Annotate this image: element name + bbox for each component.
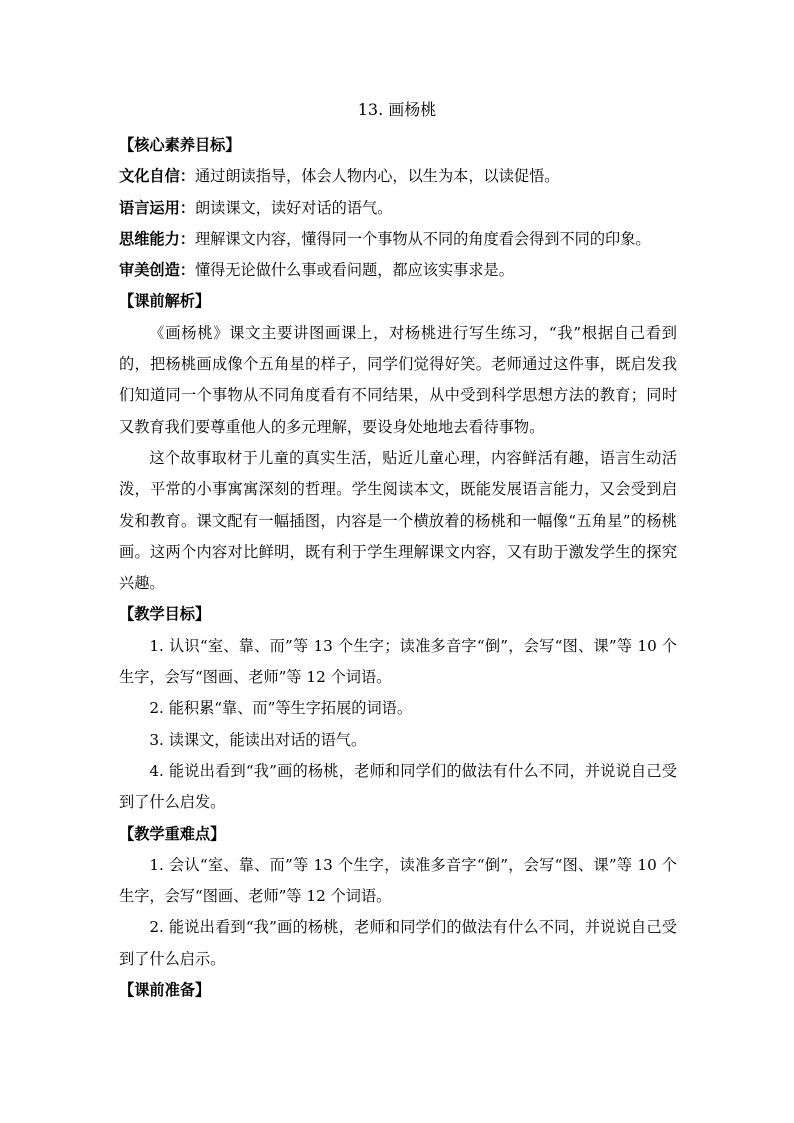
section-heading-core-literacy: 【核心素养目标】 xyxy=(119,136,241,154)
core-goal-thinking xyxy=(119,224,677,255)
section-heading-key-points: 【教学重难点】 xyxy=(119,824,226,843)
core-goal-label: 思维能力： xyxy=(119,229,195,248)
lesson-title: 13. 画杨桃 xyxy=(357,100,437,119)
core-goal-aesthetic xyxy=(119,255,677,286)
core-goal-label: 语言运用： xyxy=(119,198,195,217)
teaching-goal-item: 3. 读课文，能读出对话的语气。 xyxy=(149,730,367,749)
teaching-goal-item: 2. 能积累“靠、而”等生字拓展的词语。 xyxy=(149,699,413,718)
core-goal-label: 文化自信： xyxy=(119,167,195,186)
teaching-goal-item: 1. 认识“室、靠、而”等 13 个生字；读准多音字“倒”，会写“图、课”等 10 个生字，会写“图画、老师”等 12 个词语。 xyxy=(119,636,677,687)
section-heading-teaching-goals: 【教学目标】 xyxy=(119,605,211,624)
core-goal-text: 朗读课文，读好对话的语气。 xyxy=(194,198,393,217)
key-point-item: 2. 能说出看到“我”画的杨桃，老师和同学们的做法有什么不同，并说说自己受到了什么启示。 xyxy=(119,918,677,968)
key-point-item: 1. 会认“室、靠、而”等 13 个生字，读准多音字“倒”，会写“图、课”等 10 个生字，会写“图画、老师”等 12 个词语。 xyxy=(119,855,677,906)
lesson-content xyxy=(119,130,677,1006)
core-goal-label: 审美创造： xyxy=(119,261,195,280)
core-goal-text: 通过朗读指导，体会人物内心，以生为本，以读促悟。 xyxy=(194,167,560,186)
core-goal-language xyxy=(119,193,677,224)
analysis-paragraph: 这个故事取材于儿童的真实生活，贴近儿童心理，内容鲜活有趣，语言生动活泼，平常的小事寓寓深刻的哲理。学生阅读本文，既能发展语言能力，又会受到启发和教育。课文配有一幅插图，内容是一个横放着的杨桃和一幅像“五角星”的杨桃画。这两个内容对比鲜明，既有利于学生理解课文内容，又有助于激发学生的探究兴趣。 xyxy=(119,448,677,593)
analysis-paragraph: 《画杨桃》课文主要讲图画课上，对杨桃进行写生练习，“我”根据自己看到的，把杨桃画成像个五角星的样子，同学们觉得好笑。老师通过这件事，既启发我们知道同一个事物从不同角度看有不同结果，从中受到科学思想方法的教育；同时又教育我们要尊重他人的多元理解，要设身处地地去看待事物。 xyxy=(119,323,677,436)
teaching-goal-item: 4. 能说出看到“我”画的杨桃，老师和同学们的做法有什么不同，并说说自己受到了什么启发。 xyxy=(119,761,677,812)
section-heading-pre-analysis: 【课前解析】 xyxy=(119,292,211,311)
core-goal-text: 懂得无论做什么事或看问题，都应该实事求是。 xyxy=(194,261,514,280)
core-goal-culture xyxy=(119,161,677,192)
section-heading-preparation: 【课前准备】 xyxy=(119,981,211,1000)
core-goal-text: 理解课文内容，懂得同一个事物从不同的角度看会得到不同的印象。 xyxy=(194,229,651,248)
